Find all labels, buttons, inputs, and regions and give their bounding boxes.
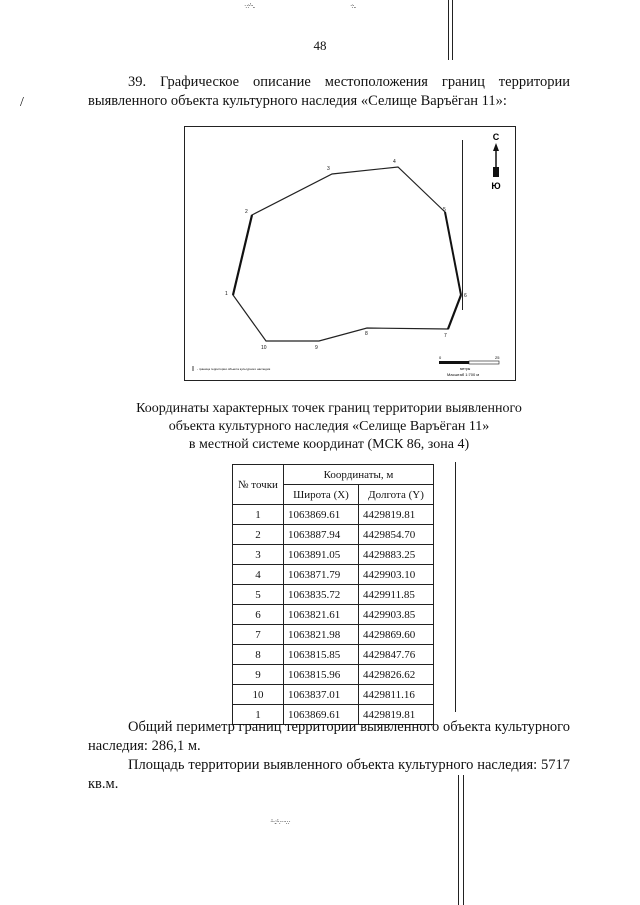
longitude-cell: 4429819.81 <box>359 505 434 525</box>
longitude-cell: 4429847.76 <box>359 645 434 665</box>
boundary-edge <box>445 212 461 295</box>
coordinates-title-line: в местной системе координат (МСК 86, зона 4) <box>188 437 470 452</box>
latitude-cell: 1063871.79 <box>284 565 359 585</box>
point-label: 8 <box>365 331 368 337</box>
point-cell: 9 <box>233 665 284 685</box>
map-legend <box>193 366 271 371</box>
point-cell: 8 <box>233 645 284 665</box>
svg-text:Ю: Ю <box>491 181 501 191</box>
svg-text:Масштаб 1:700 м: Масштаб 1:700 м <box>447 372 480 377</box>
section-heading: 39. Графическое описание местоположения границ территории выявленного объекта культурного наследия «Селище Варъёган 11»: <box>88 74 570 109</box>
longitude-cell: 4429819.81 <box>359 705 434 725</box>
longitude-cell: 4429903.85 <box>359 605 434 625</box>
table-row <box>233 605 434 625</box>
table-row <box>233 665 434 685</box>
point-label: 9 <box>315 345 318 351</box>
table-row <box>233 525 434 545</box>
coordinates-table <box>232 464 434 725</box>
latitude-cell: 1063821.98 <box>284 625 359 645</box>
longitude-cell: 4429911.85 <box>359 585 434 605</box>
table-row <box>233 645 434 665</box>
point-cell: 5 <box>233 585 284 605</box>
point-label: 4 <box>393 159 396 165</box>
point-cell: 1 <box>233 705 284 725</box>
latitude-cell: 1063891.05 <box>284 545 359 565</box>
longitude-cell: 4429854.70 <box>359 525 434 545</box>
scan-line <box>455 462 456 712</box>
point-cell: 4 <box>233 565 284 585</box>
latitude-cell: 1063869.61 <box>284 505 359 525</box>
scale-bar <box>439 355 500 377</box>
point-cell: 3 <box>233 545 284 565</box>
boundary-edge <box>233 215 252 295</box>
coordinates-table-body <box>233 505 434 725</box>
point-label: 6 <box>464 293 467 299</box>
point-cell: 10 <box>233 685 284 705</box>
boundary-map-svg <box>185 127 515 380</box>
table-row <box>233 585 434 605</box>
scan-line <box>463 775 464 905</box>
scan-line <box>458 775 459 905</box>
table-row <box>233 565 434 585</box>
scan-line <box>462 140 463 310</box>
table-row <box>233 545 434 565</box>
longitude-cell: 4429883.25 <box>359 545 434 565</box>
longitude-cell: 4429903.10 <box>359 565 434 585</box>
point-label: 3 <box>327 166 330 172</box>
point-cell: 6 <box>233 605 284 625</box>
svg-text:0: 0 <box>439 355 442 360</box>
longitude-cell: 4429869.60 <box>359 625 434 645</box>
latitude-cell: 1063815.85 <box>284 645 359 665</box>
header-longitude: Долгота (Y) <box>359 485 434 505</box>
page-number: 48 <box>313 38 327 53</box>
point-label: 1 <box>225 291 228 297</box>
area-text: Площадь территории выявленного объекта культурного наследия: 5717 кв.м. <box>88 757 570 792</box>
header-latitude: Широта (X) <box>284 485 359 505</box>
longitude-cell: 4429811.16 <box>359 685 434 705</box>
margin-mark: / <box>20 95 24 110</box>
latitude-cell: 1063837.01 <box>284 685 359 705</box>
boundary-map <box>184 126 516 381</box>
table-row <box>233 685 434 705</box>
coordinates-title-line: Координаты характерных точек границ территории выявленного <box>136 401 522 416</box>
header-coordinates: Координаты, м <box>284 465 434 485</box>
boundary-polygon <box>233 167 461 341</box>
coordinates-title <box>88 400 570 454</box>
scan-artifact: ·:·.. <box>350 2 356 10</box>
scan-artifact: ·.·:·'··.. <box>244 2 255 10</box>
point-label: 2 <box>245 209 248 215</box>
point-label: 5 <box>443 207 446 213</box>
latitude-cell: 1063887.94 <box>284 525 359 545</box>
point-label: 7 <box>444 333 447 339</box>
latitude-cell: 1063821.61 <box>284 605 359 625</box>
svg-text:С: С <box>492 132 500 142</box>
point-cell: 7 <box>233 625 284 645</box>
longitude-cell: 4429826.62 <box>359 665 434 685</box>
latitude-cell: 1063869.61 <box>284 705 359 725</box>
table-row <box>233 505 434 525</box>
scan-artifact: ·'··.:·'·.·· ··.·.· <box>270 818 290 826</box>
perimeter-text: Общий периметр границ территории выявленного объекта культурного наследия: 286,1 м. <box>88 719 570 754</box>
coordinates-title-line: объекта культурного наследия «Селище Варъёган 11» <box>168 419 490 434</box>
svg-text:метры: метры <box>460 367 471 371</box>
point-cell: 2 <box>233 525 284 545</box>
boundary-edge <box>448 295 461 329</box>
point-cell: 1 <box>233 505 284 525</box>
north-arrow-icon <box>491 132 500 191</box>
table-row <box>233 625 434 645</box>
latitude-cell: 1063815.96 <box>284 665 359 685</box>
latitude-cell: 1063835.72 <box>284 585 359 605</box>
svg-text:- граница территории объекта к: - граница территории объекта культурного наследия <box>197 367 271 371</box>
point-label: 10 <box>261 345 267 351</box>
header-point: № точки <box>233 465 284 505</box>
svg-text:25: 25 <box>495 355 500 360</box>
